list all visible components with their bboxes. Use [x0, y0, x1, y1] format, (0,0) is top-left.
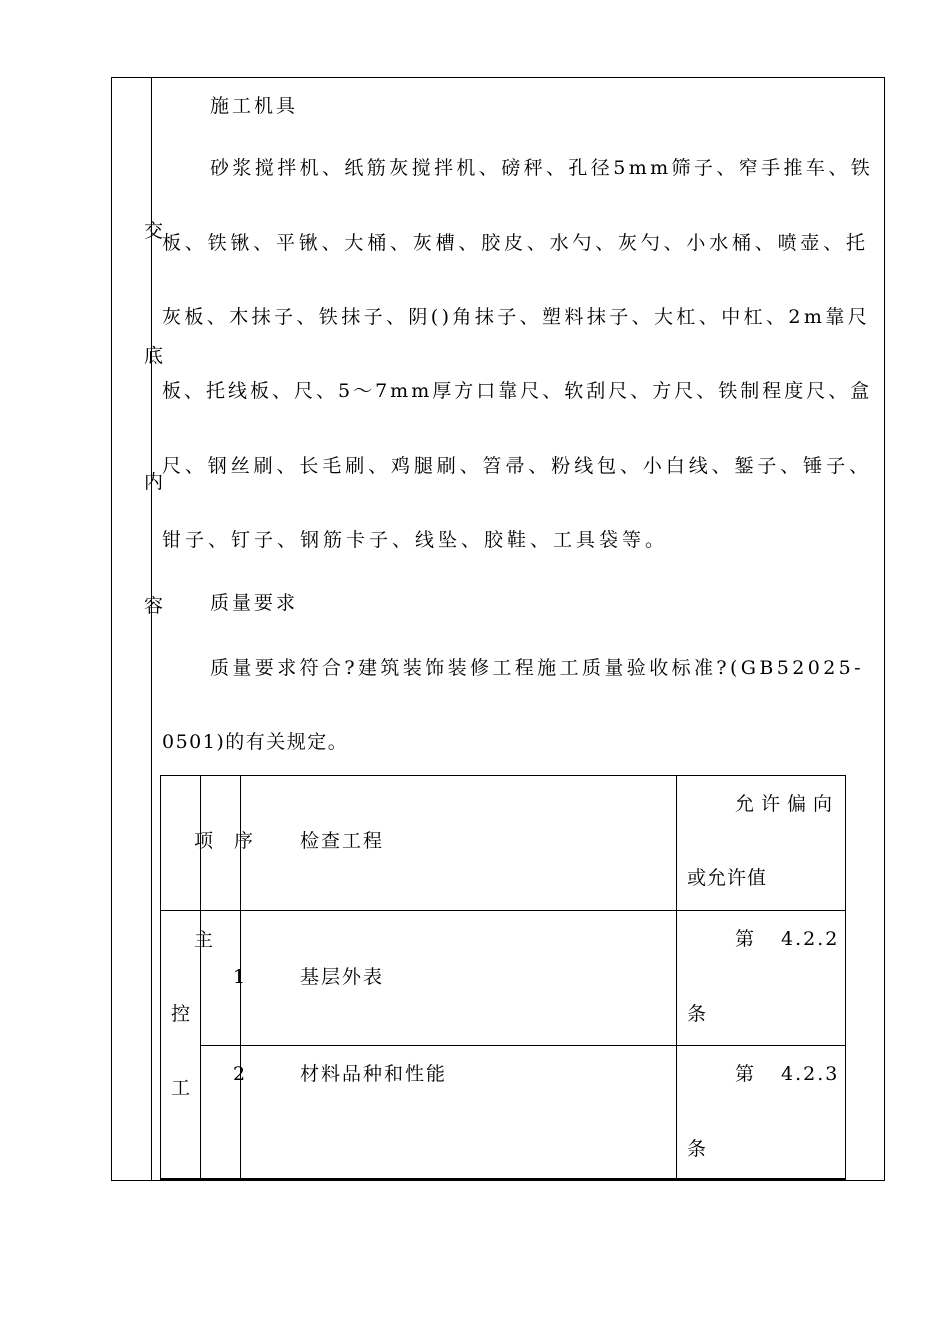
side-label-char: 底	[144, 345, 164, 367]
header-seq: 序	[234, 830, 254, 852]
row-allow-word: 第	[735, 1063, 755, 1085]
row-seq: 1	[233, 966, 246, 988]
row-seq: 2	[233, 1063, 246, 1085]
row-check: 材料品种和性能	[300, 1063, 448, 1085]
row-allow-unit: 条	[687, 1138, 707, 1160]
tools-line: 灰板、木抹子、铁抹子、阴()角抹子、塑料抹子、大杠、中杠、2m靠尺	[162, 306, 871, 328]
row-allow-unit: 条	[687, 1003, 707, 1025]
quality-heading: 质量要求	[210, 592, 299, 614]
side-label-char: 容	[144, 595, 164, 617]
tools-line: 板、托线板、尺、5～7mm厚方口靠尺、软刮尺、方尺、铁制程度尺、盒	[162, 380, 873, 402]
tools-line: 尺、钢丝刷、长毛刷、鸡腿刷、笤帚、粉线包、小白线、錾子、锤子、	[162, 455, 872, 477]
group-label-char: 主	[194, 929, 214, 951]
row-allow-num: 4.2.2	[781, 928, 840, 950]
tools-line: 钳子、钉子、钢筋卡子、线坠、胶鞋、工具袋等。	[162, 529, 669, 551]
side-label-char: 内	[144, 471, 164, 493]
header-check: 检查工程	[300, 830, 385, 852]
tools-line: 砂浆搅拌机、纸筋灰搅拌机、磅秤、孔径5mm筛子、窄手推车、铁	[210, 157, 874, 179]
row-allow-num: 4.2.3	[781, 1063, 840, 1085]
header-item: 项	[194, 830, 214, 852]
side-label-char: 交	[144, 220, 164, 242]
quality-line: 质量要求符合?建筑装饰装修工程施工质量验收标准?(GB52025-	[210, 657, 864, 679]
header-allow-cont: 或允许值	[687, 867, 768, 889]
row-allow-word: 第	[735, 928, 755, 950]
tools-heading: 施工机具	[210, 95, 299, 117]
group-label-char: 控	[171, 1003, 191, 1025]
tools-line: 板、铁锹、平锹、大桶、灰槽、胶皮、水勺、灰勺、小水桶、喷壶、托	[162, 232, 869, 254]
group-label-char: 工	[171, 1077, 191, 1099]
row-check: 基层外表	[300, 966, 385, 988]
quality-line: 0501)的有关规定。	[162, 731, 349, 753]
header-allow: 允许偏向	[735, 793, 840, 815]
